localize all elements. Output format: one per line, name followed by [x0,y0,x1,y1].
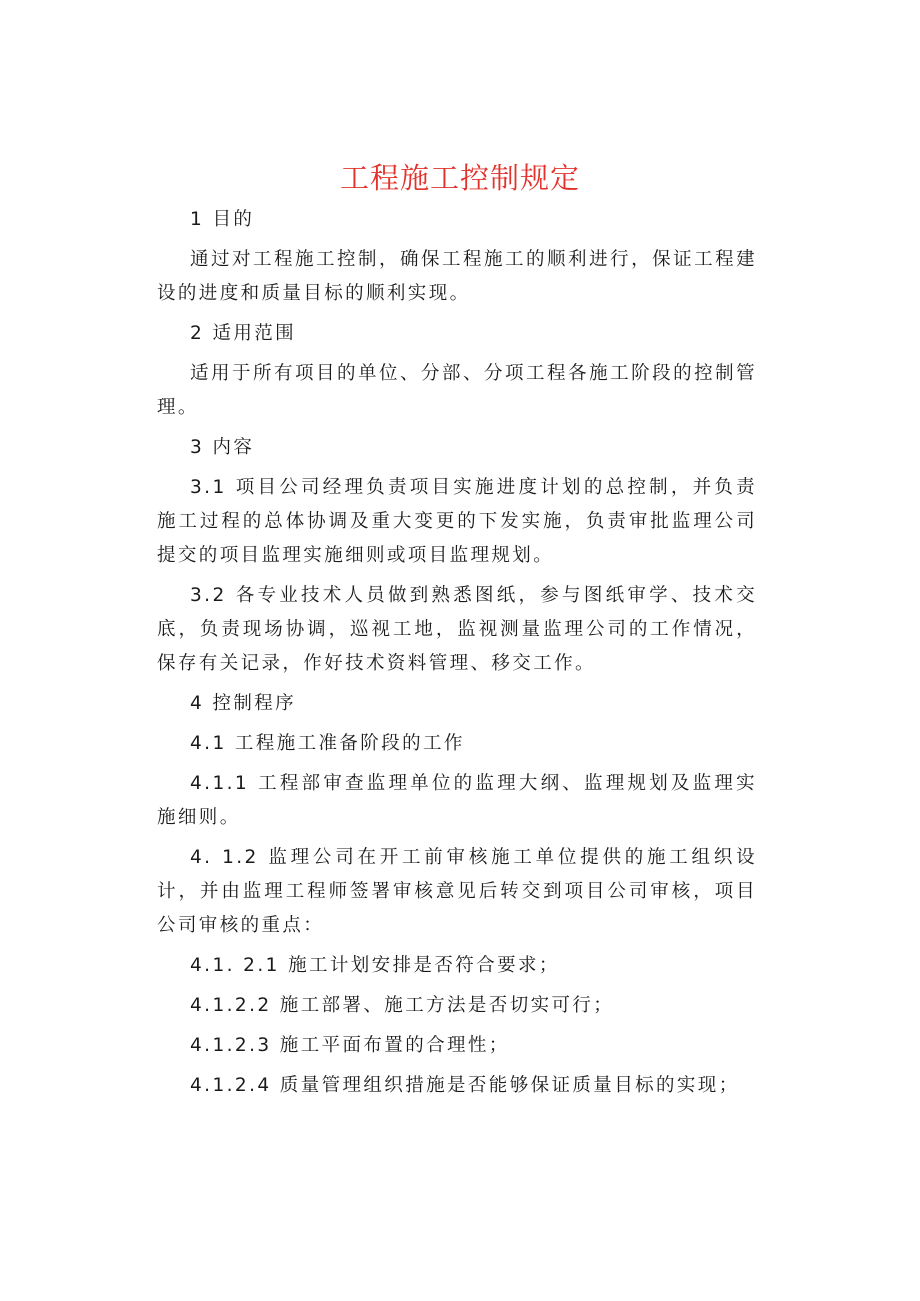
list-item-4-1-2-2: 4.1.2.2 施工部署、施工方法是否切实可行； [190,995,615,1016]
section-heading-purpose: 1 目的 [190,209,255,230]
paragraph-scope: 适用于所有项目的单位、分部、分项工程各施工阶段的控制管理。 [157,363,757,418]
section-heading-content: 3 内容 [190,437,255,458]
section-heading-control-procedure: 4 控制程序 [190,693,297,714]
paragraph-purpose: 通过对工程施工控制，确保工程施工的顺利进行，保证工程建设的进度和质量目标的顺利实现。 [157,249,757,304]
section-heading-scope: 2 适用范围 [190,323,297,344]
list-item-4-1-2-3: 4.1.2.3 施工平面布置的合理性； [190,1035,510,1056]
document-title: 工程施工控制规定 [339,161,580,195]
paragraph-4-1-2: 4. 1.2 监理公司在开工前审核施工单位提供的施工组织设计，并由监理工程师签署审核意见后转交到项目公司审核，项目公司审核的重点： [157,847,757,936]
paragraph-4-1-1: 4.1.1 工程部审查监理单位的监理大纲、监理规划及监理实施细则。 [157,773,757,828]
document-body [157,203,757,1109]
subsection-heading-4-1: 4.1 工程施工准备阶段的工作 [190,733,465,754]
list-item-4-1-2-1: 4.1. 2.1 施工计划安排是否符合要求； [190,955,560,976]
paragraph-3-1: 3.1 项目公司经理负责项目实施进度计划的总控制，并负责施工过程的总体协调及重大变更的下发实施，负责审批监理公司提交的项目监理实施细则或项目监理规划。 [157,477,757,566]
paragraph-3-2: 3.2 各专业技术人员做到熟悉图纸，参与图纸审学、技术交底，负责现场协调，巡视工地，监视测量监理公司的工作情况，保存有关记录，作好技术资料管理、移交工作。 [157,585,757,674]
list-item-4-1-2-4: 4.1.2.4 质量管理组织措施是否能够保证质量目标的实现； [190,1075,740,1096]
